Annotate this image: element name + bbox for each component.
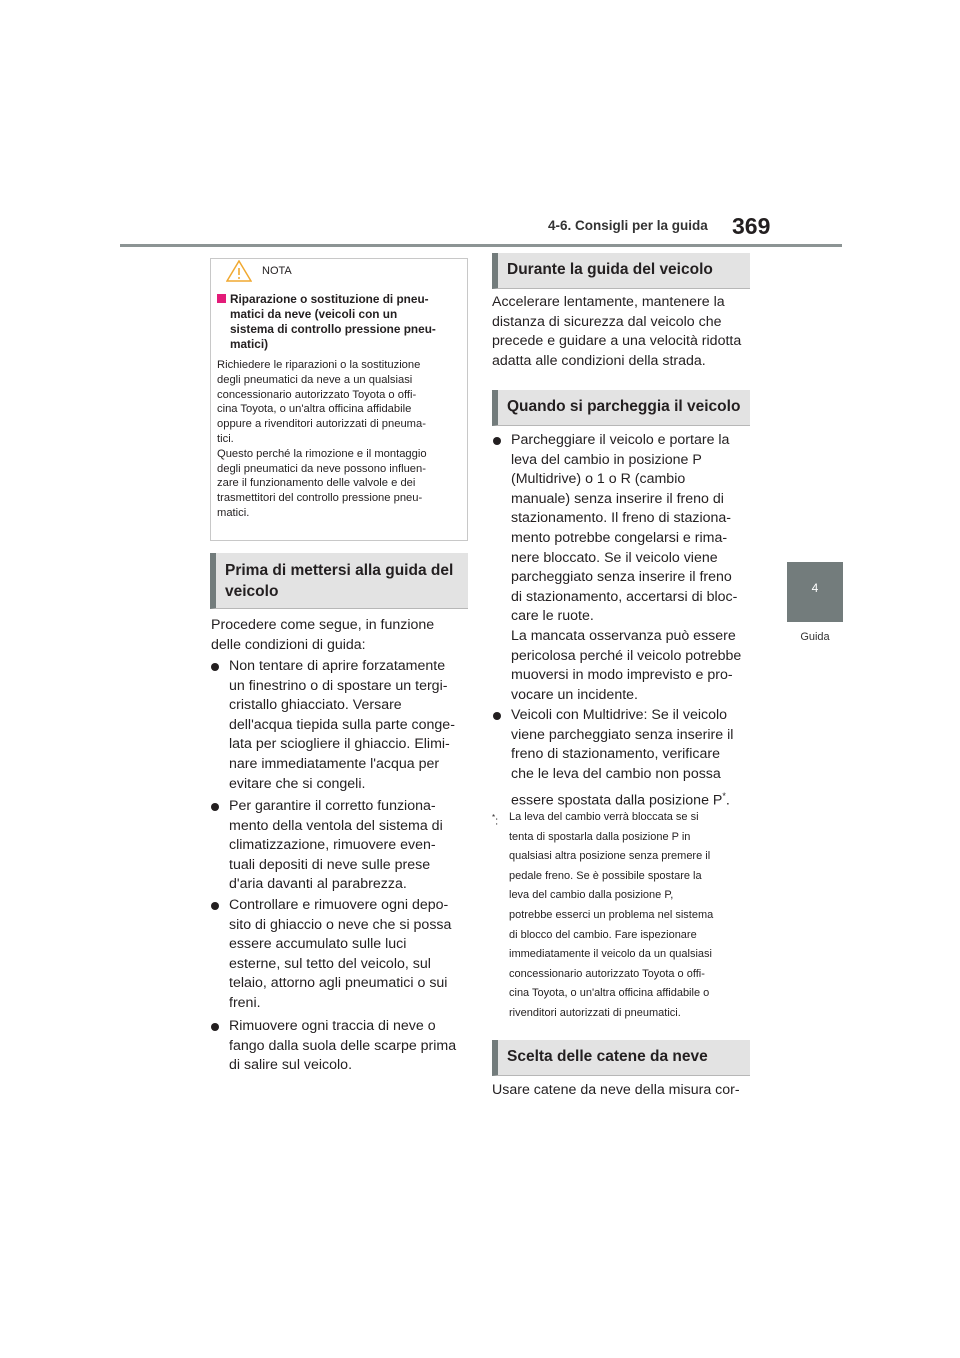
chapter-number: 4 (811, 581, 819, 595)
section-heading-parking: Quando si parcheggia il veicolo (492, 390, 750, 426)
section-title: 4-6. Consigli per la guida (548, 218, 708, 233)
driving-paragraph: Accelerare lentamente, mantenere la distanza di sicurezza dal veicolo che precede e guidare a una velocità ridotta adatta alle condizioni della strada. (492, 294, 742, 369)
bullet-icon (493, 437, 501, 445)
section-heading-snow-chains: Scelta delle catene da neve (492, 1040, 750, 1076)
intro-paragraph: Procedere come segue, in funzione delle condizioni di guida: (211, 617, 435, 653)
bullet-icon (211, 902, 219, 910)
section-heading-while-driving: Durante la guida del veicolo (492, 253, 750, 289)
bullet-icon (211, 663, 219, 671)
warning-triangle-icon (226, 260, 252, 282)
square-bullet-icon (217, 294, 226, 303)
chapter-label: Guida (800, 631, 830, 643)
notice-text: Richiedere le riparazioni o la sostituzione degli pneumatici da neve a un qualsiasi concessionario autorizzato Toyota o offi- cina Toyota, o un'altra officina affidabile oppure a rivenditori autorizzati di pneuma- tici. Questo perché la rimozione e il montaggio degli pneumatici da neve possono influen- zare il funzionamento delle valvole e dei trasmettitori del controllo pressione pneu- matici. (217, 359, 427, 519)
notice-heading: Riparazione o sostituzione di pneu- matici da neve (veicoli con un sistema di controllo pressione pneu- matici) (217, 292, 461, 352)
header-divider (120, 244, 842, 247)
bullet-icon (211, 1023, 219, 1031)
chains-paragraph: Usare catene da neve della misura cor- (492, 1082, 740, 1098)
page-number: 369 (732, 213, 771, 239)
section-heading-before-driving: Prima di mettersi alla guida del veicolo (210, 553, 468, 609)
bullet-icon (493, 712, 501, 720)
notice-title: NOTA (262, 265, 292, 277)
bullet-icon (211, 803, 219, 811)
